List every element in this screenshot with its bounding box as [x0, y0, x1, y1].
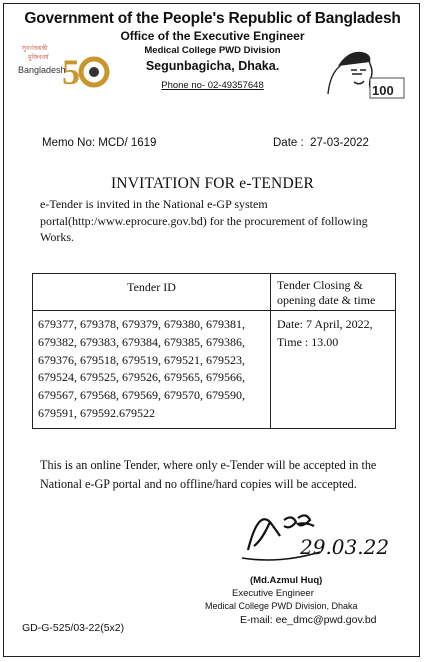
- signatory-office: Medical College PWD Division, Dhaka: [205, 601, 358, 611]
- phone-line: [0, 80, 425, 91]
- tender-id-header: Tender ID: [33, 274, 271, 311]
- signatory-email: E-mail: ee_dmc@pwd.gov.bd: [240, 614, 377, 626]
- online-tender-notice: This is an online Tender, where only e-Tender will be accepted in the National e-GP portal and no offline/hard copies will be accepted.: [40, 458, 377, 491]
- signatory-name: (Md.Azmul Huq): [250, 575, 323, 586]
- memo-label: Memo No:: [42, 137, 96, 149]
- advertisement-code: GD-G-525/03-22(5x2): [22, 622, 125, 634]
- closing-date: Date: 7 April, 2022,: [277, 317, 373, 331]
- closing-time: Time : 13.00: [277, 334, 339, 349]
- date-value: 27-03-2022: [310, 137, 369, 149]
- memo-date: Date : 27-03-2022: [273, 137, 369, 149]
- office-heading: Office of the Executive Engineer: [120, 29, 305, 43]
- table-row: [33, 311, 396, 429]
- svg-text:100: 100: [372, 83, 394, 98]
- logo-text: Bangladesh: [18, 65, 66, 75]
- notice-title: INVITATION FOR e-TENDER: [110, 175, 315, 192]
- table-header-row: [33, 274, 396, 311]
- intro-paragraph: e-Tender is invited in the National e-GP system portal(http:/www.eprocure.gov.bd) for the procurement of following Works.: [40, 197, 368, 244]
- handwritten-date: 29.03.22: [300, 535, 390, 559]
- address-line: Segunbagicha, Dhaka.: [145, 59, 280, 73]
- closing-header: Tender Closing & opening date & time: [271, 274, 396, 311]
- memo-value: MCD/ 1619: [98, 137, 157, 149]
- signature: [240, 500, 400, 572]
- division-heading: Medical College PWD Division: [144, 45, 281, 56]
- svg-text:সুবর্ণজয়ন্তী: সুবর্ণজয়ন্তী: [22, 45, 48, 52]
- closing-cell: [271, 311, 396, 429]
- svg-text:মুজিববর্ষ: মুজিববর্ষ: [28, 54, 49, 61]
- government-heading: Government of the People's Republic of Bangladesh: [24, 10, 401, 27]
- date-label: Date: [273, 137, 298, 149]
- signatory-designation: Executive Engineer: [232, 588, 314, 599]
- tender-table: [32, 273, 396, 429]
- phone-number: Phone no- 02-49357648: [161, 80, 264, 91]
- memo-number: [42, 137, 156, 149]
- tender-id-list: 679377, 679378, 679379, 679380, 679381, 679382, 679383, 679384, 679385, 679386, 679376, 679518, 679519, 679521, 679523, 679524, 679525, 679526, 679565, 679566, 679567, 679568, 679569, 679570, 679590, 679591, 679592.679522: [33, 311, 271, 429]
- svg-text:5: 5: [62, 52, 80, 92]
